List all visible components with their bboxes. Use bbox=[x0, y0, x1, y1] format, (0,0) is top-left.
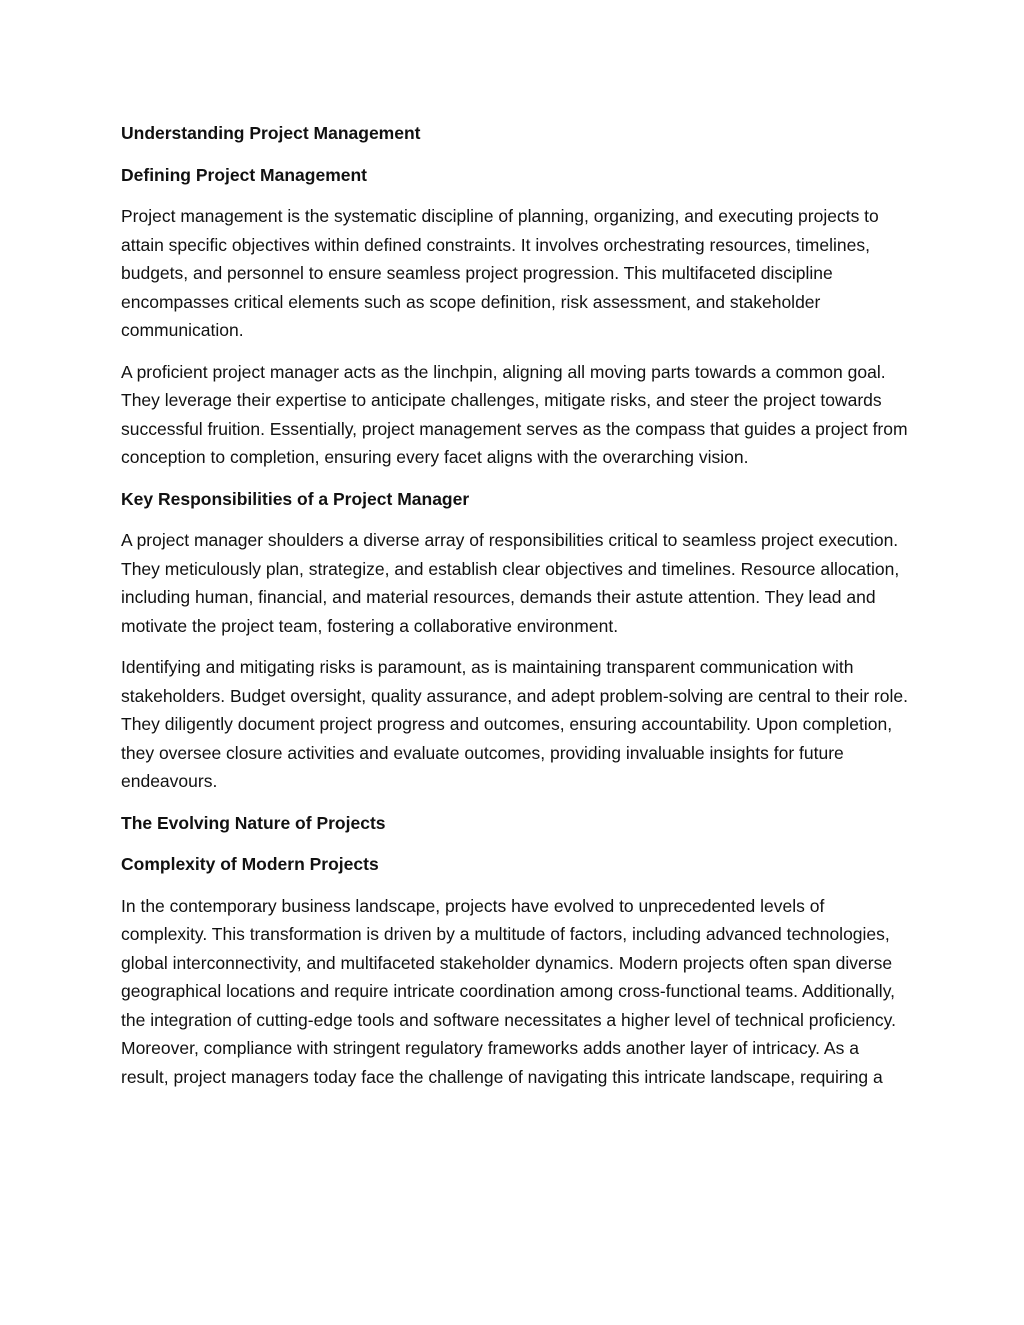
document-body bbox=[121, 119, 911, 1104]
section-heading-understanding: Understanding Project Management bbox=[121, 123, 421, 143]
section-heading-evolving: The Evolving Nature of Projects bbox=[121, 812, 386, 833]
subsection-heading-complexity: Complexity of Modern Projects bbox=[121, 854, 379, 874]
paragraph-responsibilities-2: Identifying and mitigating risks is paramount, as is maintaining transparent communication with stakeholders. Budget oversight, quality assurance, and adept problem-solving are central to their role. They diligently document project progress and outcomes, ensuring accountability. Upon completion, they oversee closure activities and evaluate outcomes, providing invaluable insights for future endeavours. bbox=[121, 657, 908, 791]
paragraph-responsibilities-1: A project manager shoulders a diverse array of responsibilities critical to seamless project execution. They meticulously plan, strategize, and establish clear objectives and timelines. Resource allocation, including human, financial, and material resources, demands their astute attention. They lead and motivate the project team, fostering a collaborative environment. bbox=[121, 530, 900, 636]
paragraph-defining-2: A proficient project manager acts as the linchpin, aligning all moving parts towards a common goal. They leverage their expertise to anticipate challenges, mitigate risks, and steer the project towards successful fruition. Essentially, project management serves as the compass that guides a project from conception to completion, ensuring every facet aligns with the overarching vision. bbox=[121, 361, 908, 467]
paragraph-complexity-1: In the contemporary business landscape, projects have evolved to unprecedented levels of complexity. This transformation is driven by a multitude of factors, including advanced technologies, global interconnectivity, and multifaceted stakeholder dynamics. Modern projects often span diverse geographical locations and require intricate coordination among cross-functional teams. Additionally, the integration of cutting-edge tools and software necessitates a higher level of technical proficiency. Moreover, compliance with stringent regulatory frameworks adds another layer of intricacy. As a result, project managers today face the challenge of navigating this intricate landscape, requiring a bbox=[121, 895, 896, 1087]
subsection-heading-defining: Defining Project Management bbox=[121, 164, 368, 185]
subsection-heading-responsibilities: Key Responsibilities of a Project Manager bbox=[121, 488, 470, 509]
paragraph-defining-1: Project management is the systematic discipline of planning, organizing, and executing projects to attain specific objectives within defined constraints. It involves orchestrating resources, timelines, budgets, and personnel to ensure seamless project progression. This multifaceted discipline encompasses critical elements such as scope definition, risk assessment, and stakeholder communication. bbox=[121, 206, 879, 340]
